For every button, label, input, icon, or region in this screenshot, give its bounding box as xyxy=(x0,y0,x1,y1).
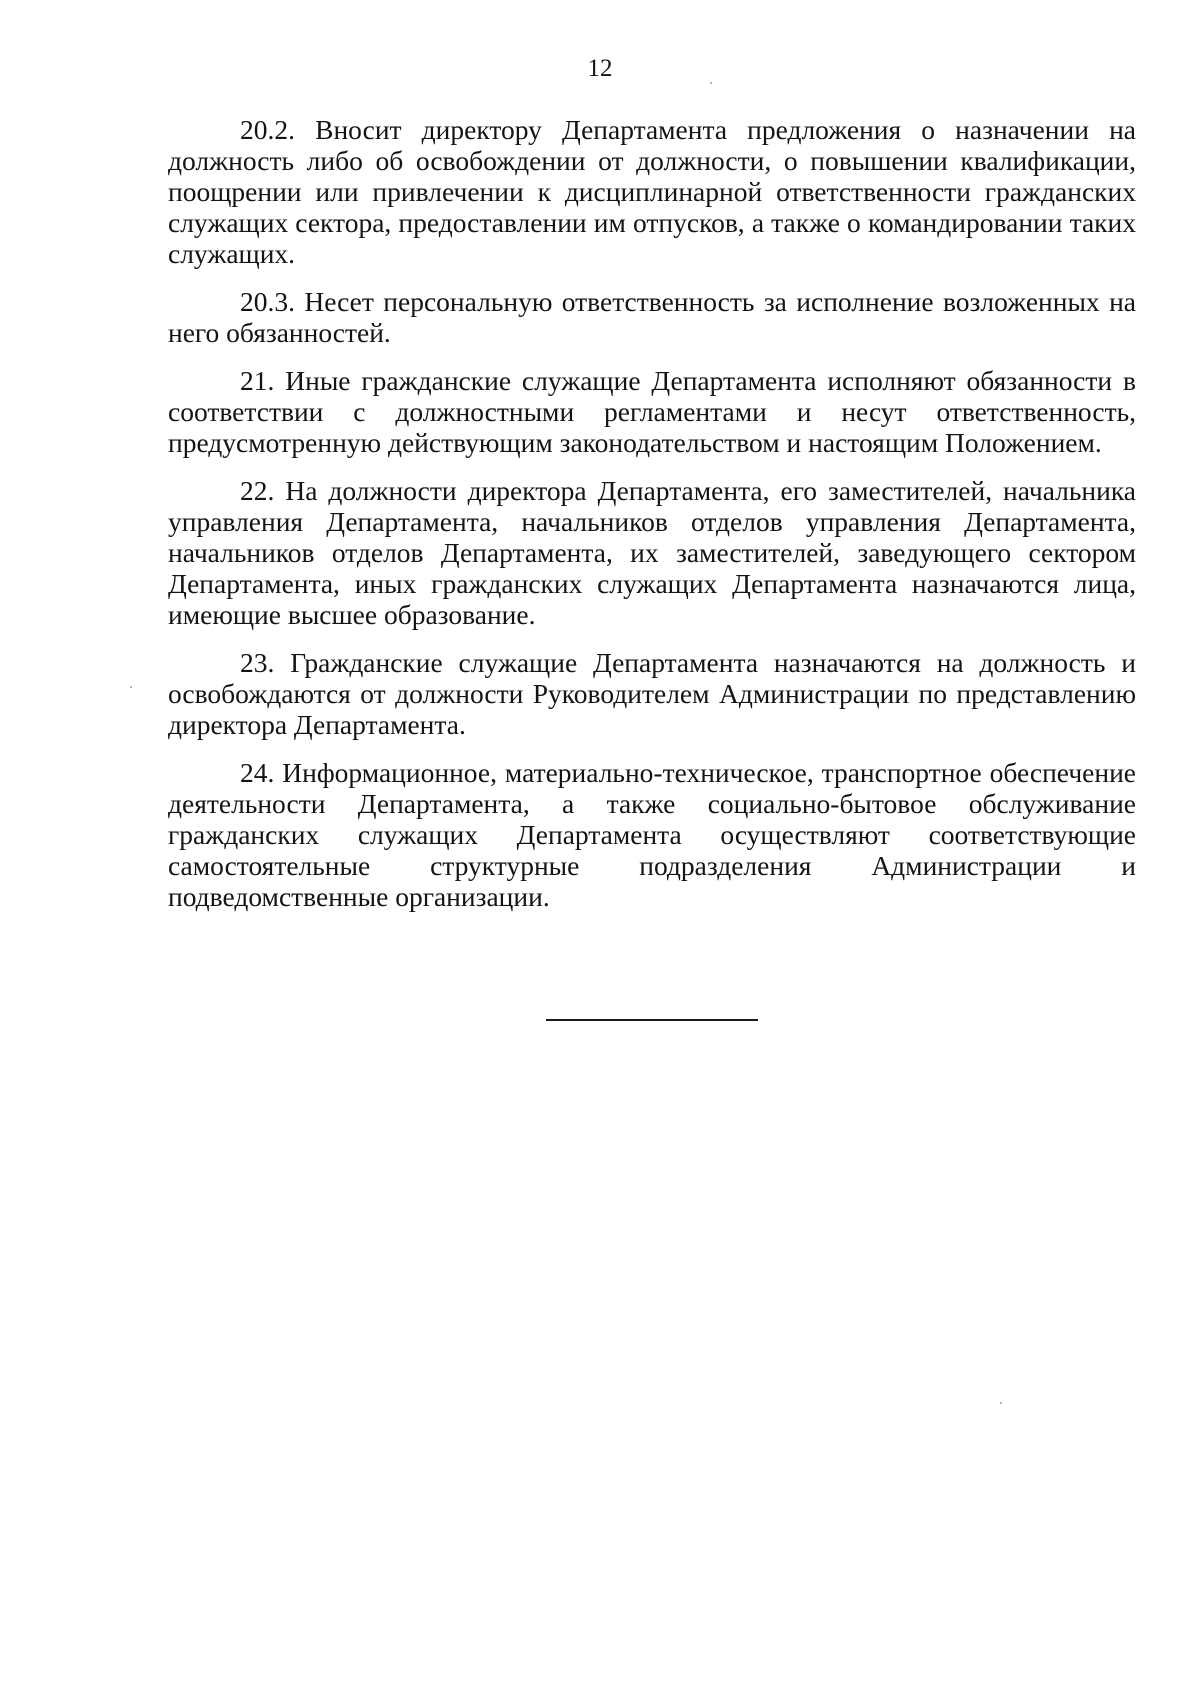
page-number: 12 xyxy=(587,55,613,82)
document-body xyxy=(168,114,1136,929)
paragraph-23: 23. Гражданские служащие Департамента назначаются на должность и освобождаются от должности Руководителем Администрации по представлению директора Департамента. xyxy=(168,647,1136,740)
paragraph-20-3: 20.3. Несет персональную ответственность за исполнение возложенных на него обязанностей. xyxy=(168,286,1136,348)
end-of-document-rule xyxy=(546,1019,758,1021)
scan-speck xyxy=(130,686,132,688)
paragraph-20-2: 20.2. Вносит директору Департамента предложения о назначении на должность либо об освобождении от должности, о повышении квалификации, поощрении или привлечении к дисциплинарной ответственности гражданских служащих сектора, предоставлении им отпусков, а также о командировании таких служащих. xyxy=(168,114,1136,269)
paragraph-21: 21. Иные гражданские служащие Департамента исполняют обязанности в соответствии с должностными регламентами и несут ответственность, предусмотренную действующим законодательством и настоящим Положением. xyxy=(168,365,1136,458)
paragraph-24: 24. Информационное, материально-техническое, транспортное обеспечение деятельности Департамента, а также социально-бытовое обслуживание гражданских служащих Департамента осуществляют соответствующие самостоятельные структурные подразделения Администрации и подведомственные организации. xyxy=(168,757,1136,912)
scan-speck xyxy=(710,82,712,84)
paragraph-22: 22. На должности директора Департамента, его заместителей, начальника управления Департамента, начальников отделов управления Департамента, начальников отделов Департамента, их заместителей, заведующего сектором Департамента, иных гражданских служащих Департамента назначаются лица, имеющие высшее образование. xyxy=(168,475,1136,630)
scan-speck xyxy=(1000,1402,1002,1404)
